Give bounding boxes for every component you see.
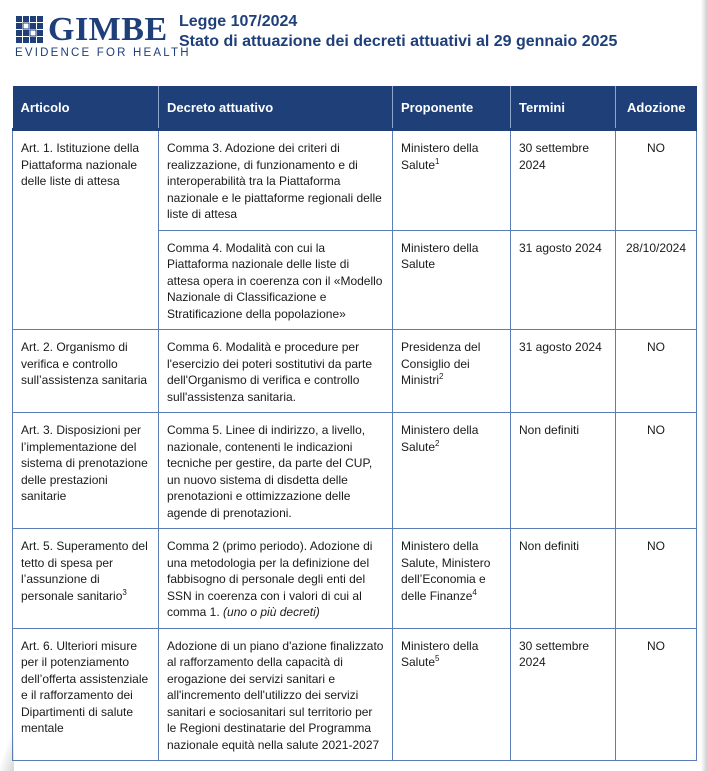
cell-adozione: NO [616,413,697,529]
cell-decreto: Comma 6. Modalità e procedure per l'esercizio dei poteri sostitutivi da parte dell'Organismo di verifica e controllo sull'assistenza sanitaria. [159,330,393,413]
cell-proponente: Ministero della Salute$^1$ [393,130,511,231]
footnote-ref: 5 [435,654,440,663]
cell-proponente: Ministero della Salute [393,230,511,330]
cell-decreto: Adozione di un piano d'azione finalizzato al rafforzamento della capacità di erogazione dei servizi sanitari e all'incremento dell'utilizzo dei servizi sanitari e sociosanitari sul territorio per le Regioni destinatarie del Programma nazionale equità nella salute 2021-2027 [159,628,393,761]
cell-articolo: Art. 2. Organismo di verifica e controllo sull’assistenza sanitaria [13,330,159,413]
table-header-row [13,86,697,130]
cell-proponente: Ministero della Salute, Ministero dell’Economia e delle Finanze$^4$ [393,529,511,629]
title-block [179,12,617,52]
logo-grid-icon [16,16,44,44]
table-row [13,413,697,529]
footnote-ref: 2 [439,372,444,381]
document-subtitle: Stato di attuazione dei decreti attuativi al 29 gennaio 2025 [179,33,618,50]
table-row [13,230,697,330]
footnote-ref: 3 [122,587,127,597]
cell-decreto: Comma 3. Adozione dei criteri di realizzazione, di funzionamento e di interoperabilità tra la Piattaforma nazionale e le piattaforme regionali delle liste di attesa [159,130,393,231]
gimbe-logo [14,11,191,64]
cell-termini: Non definiti [511,529,616,629]
cell-decreto: Comma 4. Modalità con cui la Piattaforma nazionale delle liste di attesa opera in coerenza con il «Modello Nazionale di Classificazione e Stratificazione della popolazione» [159,230,393,330]
page-edge-shadow [701,0,707,771]
footnote-ref: 4 [472,587,477,597]
table-row [13,330,697,413]
logo-tagline: EVIDENCE FOR HEALTH [15,47,191,59]
footnote-ref: 2 [435,438,440,448]
cell-termini: 30 settembre 2024 [511,130,616,231]
cell-articolo: Art. 1. Istituzione della Piattaforma nazionale delle liste di attesa [13,130,159,231]
cell-termini: 30 settembre 2024 [511,628,616,761]
decreto-note: (uno o più decreti) [219,605,320,619]
cell-adozione: NO [616,130,697,231]
cell-adozione: NO [616,330,697,413]
decrees-table [12,86,697,761]
header-adozione: Adozione [616,86,697,130]
cell-articolo: Art. 6. Ulteriori misure per il potenziamento dell’offerta assistenziale e il rafforzamento dei Dipartimenti di salute mentale [13,628,159,761]
cell-adozione: 28/10/2024 [616,230,697,330]
cell-adozione: NO [616,529,697,629]
document-header [14,10,694,70]
table-row [13,529,697,629]
cell-articolo: Art. 5. Superamento del tetto di spesa per l’assunzione di personale sanitario$^3$ [13,529,159,629]
header-decreto: Decreto attuativo [159,86,393,130]
header-articolo: Articolo [13,86,159,130]
cell-proponente: Ministero della Salute$^5$ [393,628,511,761]
cell-termini: 31 agosto 2024 [511,330,616,413]
cell-decreto: Comma 5. Linee di indirizzo, a livello, nazionale, contenenti le indicazioni tecniche per gestire, da parte del CUP, un nuovo sistema di disdetta delle prenotazioni e ottimizzazione delle agende di prenotazioni. [159,413,393,529]
cell-articolo: Art. 3. Disposizioni per l’implementazione del sistema di prenotazione delle prestazioni sanitarie [13,413,159,529]
footnote-ref: 1 [435,156,440,166]
header-termini: Termini [511,86,616,130]
cell-termini: 31 agosto 2024 [511,230,616,330]
header-proponente: Proponente [393,86,511,130]
document-title: Legge 107/2024 [179,13,298,30]
cell-decreto: Comma 2 (primo periodo). Adozione di una metodologia per la definizione del fabbisogno di personale degli enti del SSN in coerenza con i valori di cui al comma 1. (uno o più decreti) [159,529,393,629]
logo-wordmark: GIMBE [48,11,168,48]
cell-termini: Non definiti [511,413,616,529]
table-row [13,130,697,231]
table-row [13,628,697,761]
decrees-table-container [12,86,696,761]
cell-proponente: Presidenza del Consiglio dei Ministri$^2$ [393,330,511,413]
cell-articolo-continued [13,230,159,330]
cell-adozione: NO [616,628,697,761]
cell-proponente: Ministero della Salute$^2$ [393,413,511,529]
